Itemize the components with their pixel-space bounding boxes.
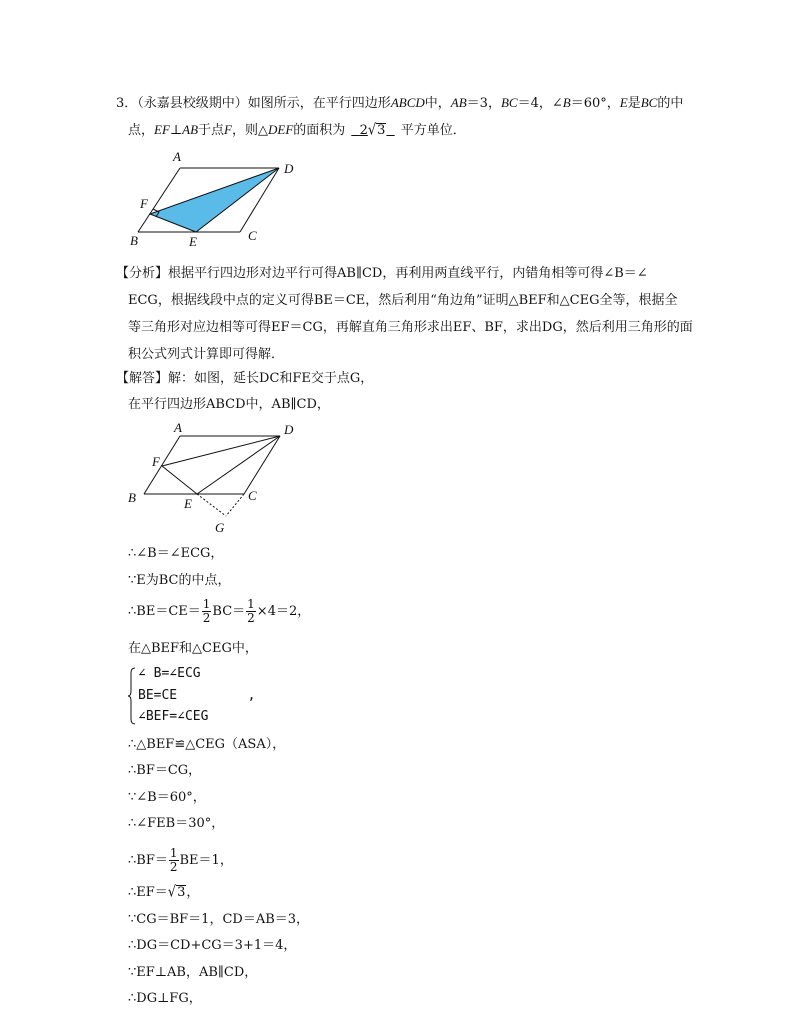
analysis-text: ECG，根据线段中点的定义可得BE＝CE，然后利用“角边角”证明△BEF和△CEG全等，根据全 [128,293,678,308]
system-row-1: ∠ B=∠ECG [138,666,201,681]
step-text: ×4＝2， [256,604,311,619]
label-c: C [248,488,257,503]
label-a: A [173,149,181,164]
step-text: ∴DG＝CD+CG＝3+1＝4， [128,938,297,953]
answer-coef: 2 [359,123,368,138]
var-abcd: ABCD [390,95,425,110]
left-brace [128,667,136,725]
step-11 [128,911,309,929]
var-def: DEF [268,122,294,137]
analysis-line-2 [128,292,677,310]
step-9 [128,847,233,874]
step-10 [128,884,199,902]
var-bc: BC [640,95,658,110]
problem-line-2 [128,121,466,140]
step-text: ∴∠FEB＝30°， [128,816,225,831]
step-text: ∴△BEF≌△CEG（ASA）， [128,737,286,752]
step-text: ∴EF＝ [128,885,168,900]
segment-ed [197,436,280,494]
side-ab [144,436,180,494]
fraction-half [246,598,256,625]
step-text: ∴BE＝CE＝ [128,604,201,619]
var-b: B [562,95,571,110]
label-e: E [189,234,197,249]
problem-text: 如图所示，在平行四边形 [247,96,391,111]
answer-radicand: 3 [377,123,386,138]
label-a: A [174,420,182,435]
system-row-2: BE=CE , [138,688,256,703]
sqrt-sign: √ [167,883,177,902]
step-text: ∵CG＝BF＝1，CD＝AB＝3， [128,912,310,927]
step-1 [128,545,223,563]
solution-line-1 [116,370,373,388]
problem-text: 点， [128,123,155,138]
segment-fe [162,466,197,494]
problem-text: ，则△ [232,123,268,138]
figure-1-parallelogram [128,146,308,250]
step-text: ∴∠B＝∠ECG， [128,546,224,561]
step-text: ∵∠B＝60°， [128,790,206,805]
side-cd [244,436,280,494]
step-text: ∴BF＝ [128,853,168,868]
fraction-half [202,598,212,625]
solution-tag: 【解答】 [116,371,169,386]
extension-cg [226,494,244,516]
fraction-num: 1 [169,846,178,860]
step-8 [128,815,224,833]
solution-text: 在平行四边形ABCD中，AB∥CD， [128,397,330,412]
fraction-den: 2 [247,611,255,625]
label-d: D [284,161,294,176]
fraction-den: 2 [202,611,211,625]
sqrt-radicand: 3 [177,885,186,900]
perp-symbol: ⊥ [169,123,183,138]
step-text: ∵E为BC的中点， [128,573,231,588]
problem-text: 是 [627,96,641,111]
label-c: C [248,228,257,243]
label-e: E [184,496,192,511]
step-7 [128,789,206,807]
solution-line-2 [128,396,330,414]
problem-number: 3． [116,96,138,111]
var-ef: EF [154,122,170,137]
problem-source: （永嘉县校级期中） [137,96,248,111]
fraction-num: 1 [202,597,211,611]
problem-text: 中， [424,96,451,111]
problem-text: 的面积为 [293,123,346,138]
label-b: B [130,233,138,248]
var-ab: AB [182,122,199,137]
problem-text: ＝4，∠ [517,96,563,111]
figure-2-construction [124,420,304,540]
segment-fd [162,436,280,466]
label-g: G [215,520,225,535]
extension-eg [197,494,226,516]
problem-text: 平方单位． [400,123,466,138]
solution-text: 解：如图，延长DC和FE交于点G， [168,371,374,386]
var-bc: BC [500,95,518,110]
label-f: F [140,196,148,211]
problem-text: ＝60°， [570,96,620,111]
step-3 [128,598,310,625]
analysis-line-4 [128,346,284,364]
step-13 [128,964,257,982]
step-4 [128,640,258,658]
label-f: F [152,454,160,469]
var-ab: AB [450,95,467,110]
step-text: BE＝1， [179,853,233,868]
step-text: ∵EF⊥AB，AB∥CD， [128,965,258,980]
problem-line-1 [116,94,683,113]
fraction-half [169,847,179,874]
step-text: ∴DG⊥FG， [128,991,202,1006]
step-text: 在△BEF和△CEG中， [128,641,258,656]
analysis-tag: 【分析】 [116,266,169,281]
step-text: BC＝ [212,604,246,619]
step-2 [128,572,231,590]
system-row-3: ∠BEF=∠CEG [138,709,209,724]
analysis-line-1 [116,265,648,283]
step-6 [128,762,201,780]
step-text: ∴BF＝CG， [128,763,202,778]
problem-text: 的中 [657,96,684,111]
step-14 [128,990,202,1008]
fraction-num: 1 [247,597,255,611]
var-e: E [619,95,628,110]
label-b: B [128,490,136,505]
label-d: D [284,422,294,437]
analysis-text: 根据平行四边形对边平行可得AB∥CD，再利用两直线平行，内错角相等可得∠B＝∠ [168,266,648,281]
problem-text: ＝3， [466,96,501,111]
analysis-line-3 [128,319,693,337]
step-5 [128,736,285,754]
step-12 [128,937,296,955]
analysis-text: 积公式列式计算即可得解． [128,347,285,362]
answer-blank: 2√3 [359,121,386,140]
analysis-text: 等三角形对应边相等可得EF＝CG，再解直角三角形求出EF、BF，求出DG，然后利用三角形的面 [128,320,693,335]
problem-text: 于点 [198,123,225,138]
step-text: ， [186,885,200,900]
var-f: F [224,122,232,137]
fraction-den: 2 [169,860,178,874]
